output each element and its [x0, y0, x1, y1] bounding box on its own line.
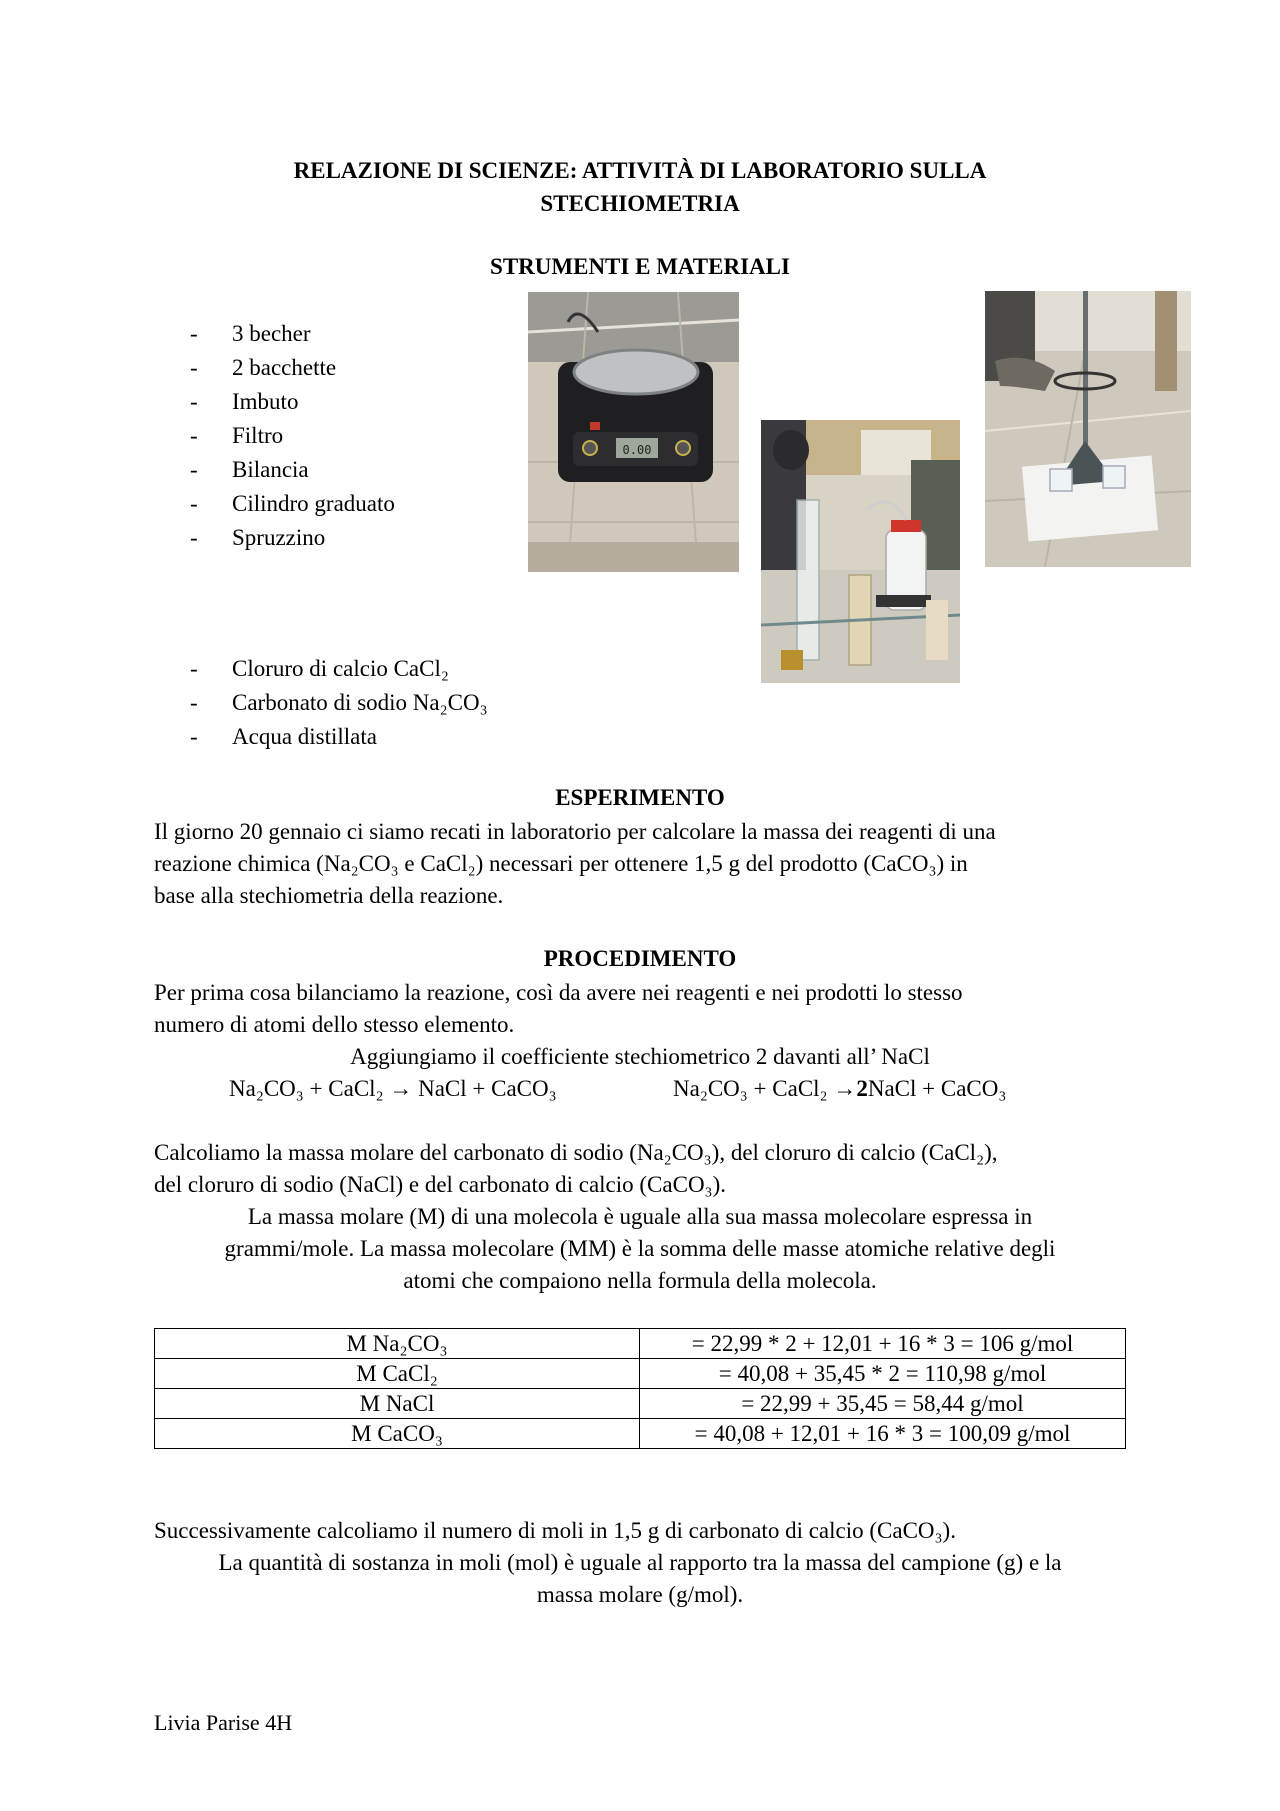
materials-heading: STRUMENTI E MATERIALI	[490, 254, 790, 279]
list-item: - 3 becher	[190, 317, 395, 351]
moles-definition	[140, 1547, 1140, 1611]
list-item: - 2 bacchette	[190, 351, 395, 385]
dash: -	[190, 355, 198, 380]
dash: -	[190, 491, 198, 516]
molar-mass-table	[154, 1328, 1126, 1449]
moles-def-line-2: massa molare (g/mol).	[536, 1582, 744, 1607]
moles-line: Successivamente calcoliamo il numero di moli in 1,5 g di carbonato di calcio (CaCO₃).	[154, 1518, 956, 1543]
list-item: - Cilindro graduato	[190, 487, 395, 521]
dash: -	[190, 656, 198, 681]
dash: -	[190, 525, 198, 550]
equation-unbalanced: Na₂CO₃ + CaCl₂ → NaCl + CaCO₃	[229, 1076, 557, 1101]
title-line-2: STECHIOMETRIA	[540, 191, 740, 216]
filtration-photo-illustration	[985, 291, 1191, 567]
list-item: - Spruzzino	[190, 521, 395, 555]
substances-list	[190, 652, 488, 754]
experiment-heading: ESPERIMENTO	[555, 785, 725, 810]
molar-intro	[154, 1137, 1154, 1201]
dash: -	[190, 724, 198, 749]
table-row	[155, 1419, 1126, 1449]
document-title	[140, 154, 1140, 220]
table-cell-label: M CaCO₃	[155, 1419, 640, 1449]
dash: -	[190, 423, 198, 448]
table-cell-value: = 22,99 * 2 + 12,01 + 16 * 3 = 106 g/mol	[640, 1329, 1126, 1359]
reaction-arrow: →	[833, 1076, 857, 1101]
molar-intro-line-2: del cloruro di sodio (NaCl) e del carbonato di calcio (CaCO₃).	[154, 1172, 726, 1197]
table-row	[155, 1329, 1126, 1359]
list-item: - Imbuto	[190, 385, 395, 419]
definition-line-1: La massa molare (M) di una molecola è uguale alla sua massa molecolare espressa in	[247, 1204, 1033, 1229]
table-row	[155, 1359, 1126, 1389]
experiment-paragraph	[154, 816, 1154, 912]
list-item: - Bilancia	[190, 453, 395, 487]
list-item: - Filtro	[190, 419, 395, 453]
experiment-line-2: reazione chimica (Na₂CO₃ e CaCl₂) necessari per ottenere 1,5 g del prodotto (CaCO₃) in	[154, 851, 968, 876]
photo-cylinder-washbottle	[761, 420, 960, 683]
table-row	[155, 1389, 1126, 1419]
procedure-intro	[154, 977, 1154, 1041]
list-item: - Acqua distillata	[190, 720, 488, 754]
list-item: - Cloruro di calcio CaCl₂	[190, 652, 488, 686]
definition-line-2: grammi/mole. La massa molecolare (MM) è la somma delle masse atomiche relative degli	[224, 1236, 1056, 1261]
author-footer: Livia Parise 4H	[154, 1710, 293, 1735]
molar-mass-definition	[140, 1201, 1140, 1297]
balanced-coefficient: 2	[856, 1076, 868, 1101]
molar-intro-line-1: Calcoliamo la massa molare del carbonato di sodio (Na₂CO₃), del cloruro di calcio (CaCl₂),	[154, 1140, 998, 1165]
dash: -	[190, 321, 198, 346]
table-cell-value: = 40,08 + 35,45 * 2 = 110,98 g/mol	[640, 1359, 1126, 1389]
procedure-intro-line-1: Per prima cosa bilanciamo la reazione, così da avere nei reagenti e nei prodotti lo stesso	[154, 980, 963, 1005]
table-cell-label: M NaCl	[155, 1389, 640, 1419]
scale-display-text: 0.00	[622, 443, 652, 457]
coefficient-note: Aggiungiamo il coefficiente stechiometrico 2 davanti all’ NaCl	[350, 1044, 930, 1069]
table-cell-value: = 22,99 + 35,45 = 58,44 g/mol	[640, 1389, 1126, 1419]
table-cell-value: = 40,08 + 12,01 + 16 * 3 = 100,09 g/mol	[640, 1419, 1126, 1449]
list-item: - Carbonato di sodio Na₂CO₃	[190, 686, 488, 720]
procedure-heading: PROCEDIMENTO	[543, 946, 737, 971]
experiment-line-1: Il giorno 20 gennaio ci siamo recati in laboratorio per calcolare la massa dei reagenti di una	[154, 819, 996, 844]
definition-line-3: atomi che compaiono nella formula della molecola.	[403, 1268, 877, 1293]
procedure-intro-line-2: numero di atomi dello stesso elemento.	[154, 1012, 515, 1037]
photo-filtration	[985, 291, 1191, 567]
balance-photo-illustration	[528, 292, 739, 572]
dash: -	[190, 457, 198, 482]
experiment-line-3: base alla stechiometria della reazione.	[154, 883, 504, 908]
table-cell-label: M Na₂CO₃	[155, 1329, 640, 1359]
equation-balanced: Na₂CO₃ + CaCl₂ →2NaCl + CaCO₃	[673, 1076, 1007, 1101]
moles-def-line-1: La quantità di sostanza in moli (mol) è uguale al rapporto tra la massa del campione (g) e la	[218, 1550, 1062, 1575]
dash: -	[190, 690, 198, 715]
cylinder-photo-illustration	[761, 420, 960, 683]
title-line-1: RELAZIONE DI SCIENZE: ATTIVITÀ DI LABORATORIO SULLA	[293, 158, 987, 183]
table-cell-label: M CaCl₂	[155, 1359, 640, 1389]
photo-balance	[528, 292, 739, 572]
dash: -	[190, 389, 198, 414]
reaction-arrow: →	[389, 1076, 413, 1101]
instruments-list	[190, 317, 395, 555]
